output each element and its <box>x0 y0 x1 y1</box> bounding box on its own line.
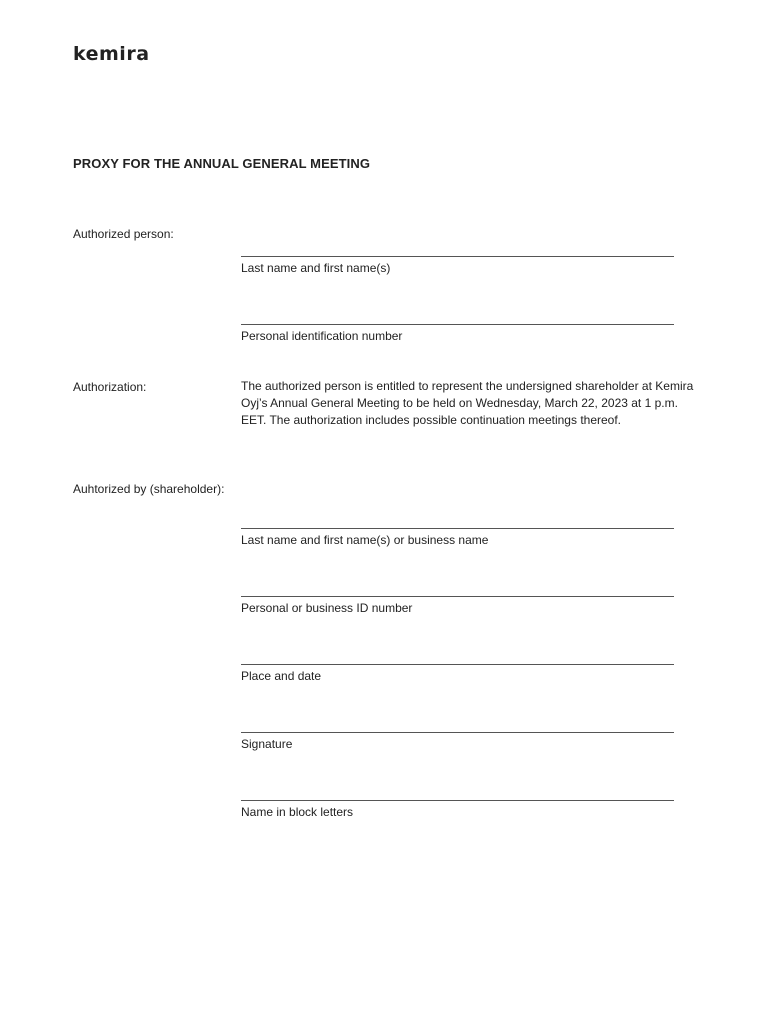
authorized-person-label: Authorized person: <box>73 227 174 241</box>
signature-line <box>241 528 674 529</box>
signature-line <box>241 324 674 325</box>
field-caption: Name in block letters <box>241 805 354 819</box>
place-date-field[interactable] <box>241 664 674 684</box>
signature-line <box>241 664 674 665</box>
company-logo: kemira <box>73 43 150 65</box>
shareholder-id-field[interactable] <box>241 596 674 616</box>
authorization-text: The authorized person is entitled to represent the undersigned shareholder at Kemira Oyj’s Annual General Meeting to be held on Wednesday, March 22, 2023 at 1 p.m. EET. The authorization includes possible continuation meetings thereof. <box>241 379 694 427</box>
field-caption: Last name and first name(s) <box>241 261 391 275</box>
field-caption: Personal or business ID number <box>241 601 413 615</box>
authorized-person-id-field[interactable] <box>241 324 674 344</box>
signature-field[interactable] <box>241 732 674 752</box>
shareholder-name-field[interactable] <box>241 528 674 548</box>
field-caption: Signature <box>241 737 293 751</box>
field-caption: Personal identification number <box>241 329 403 343</box>
signature-line <box>241 256 674 257</box>
field-caption: Place and date <box>241 669 322 683</box>
signature-line <box>241 800 674 801</box>
authorized-by-label: Auhtorized by (shareholder): <box>73 482 225 496</box>
authorized-person-name-field[interactable] <box>241 256 674 276</box>
document-title: PROXY FOR THE ANNUAL GENERAL MEETING <box>73 156 371 171</box>
block-letters-name-field[interactable] <box>241 800 674 820</box>
field-caption: Last name and first name(s) or business name <box>241 533 489 547</box>
signature-line <box>241 732 674 733</box>
authorization-label: Authorization: <box>73 380 147 394</box>
signature-line <box>241 596 674 597</box>
